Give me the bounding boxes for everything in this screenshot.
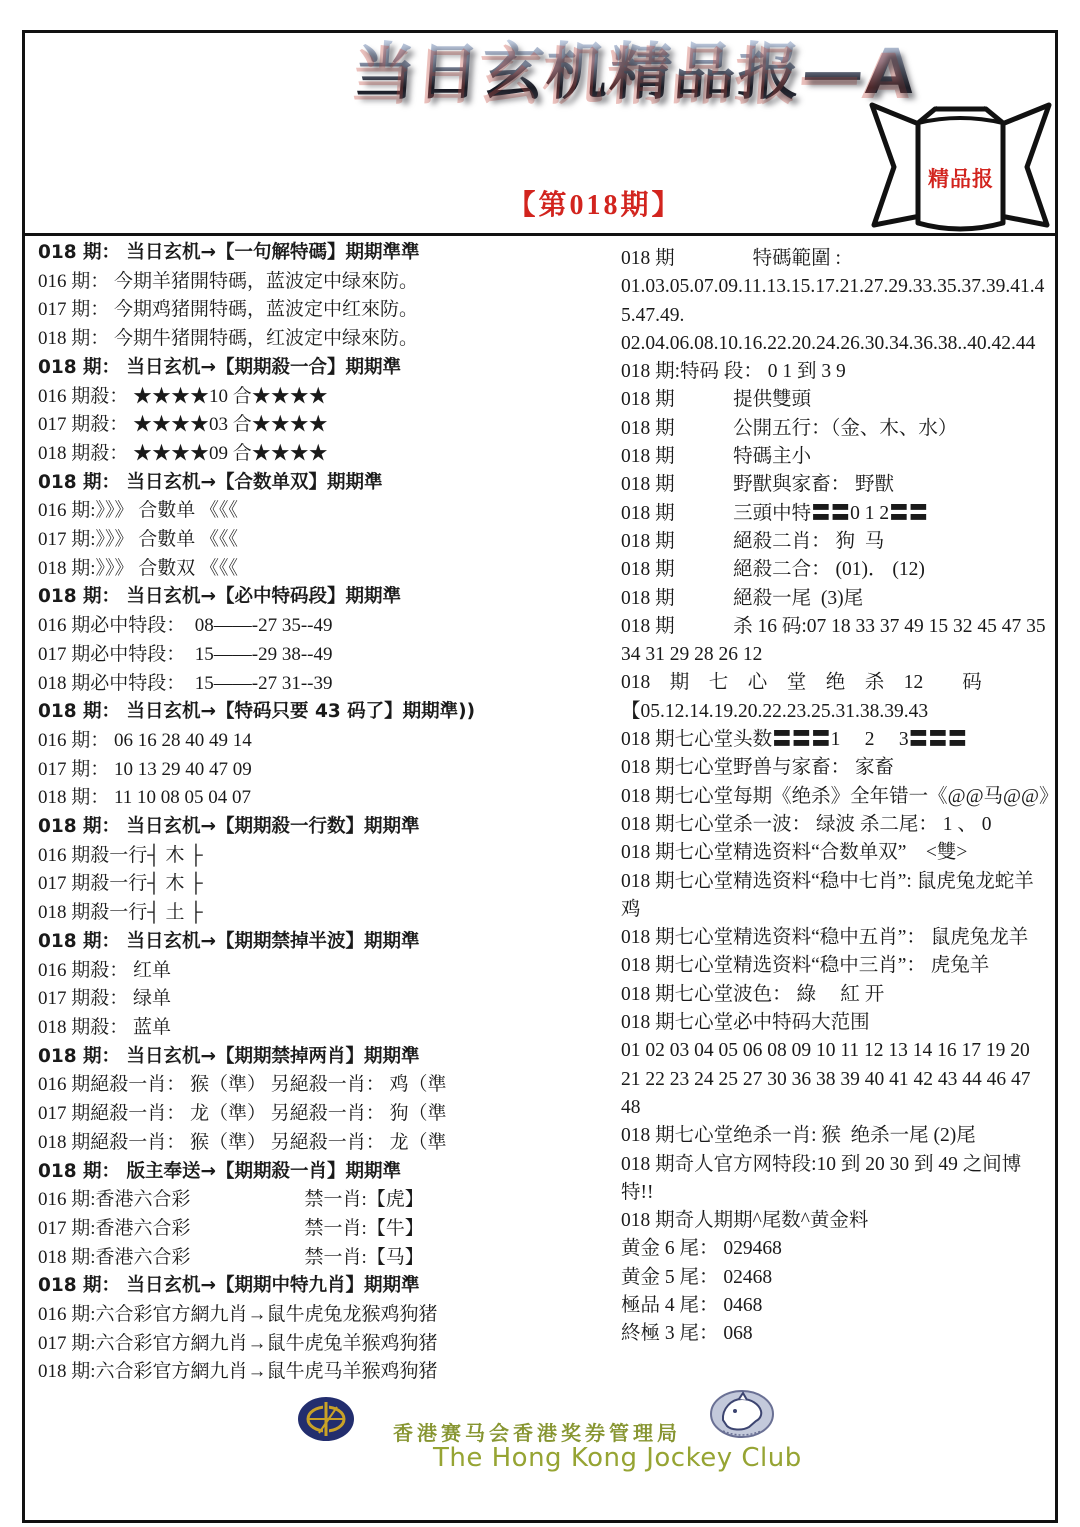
left-column-line: 018 期： 11 10 08 05 04 07 <box>38 787 252 809</box>
right-column-line: 終極 3 尾： 068 <box>621 1323 753 1345</box>
right-column-line: 018 期 特碼範圍 : <box>621 248 841 269</box>
left-column-line: 018 期:香港六合彩 禁一肖:【马】 <box>38 1246 424 1268</box>
right-column-line: 01.03.05.07.09.11.13.15.17.21.27.29.33.35.37.39.41.4 <box>621 276 1045 298</box>
right-column-line: 【05.12.14.19.20.22.23.25.31.38.39.43 <box>621 700 929 722</box>
left-column-line: 018 期殺： 蓝单 <box>38 1016 172 1038</box>
left-column-line: 017 期絕殺一肖： 龙（準） 另絕殺一肖： 狗（準 <box>38 1103 447 1125</box>
right-column-line: 018 期七心堂每期《绝杀》全年错一《@@马@@》 <box>621 785 1059 807</box>
right-column-line: 018 期奇人官方网特段:10 到 20 30 到 49 之间博 <box>621 1153 1022 1175</box>
right-column-line: 018 期七心堂精选资料“稳中三肖”： 虎兔羊 <box>621 955 990 977</box>
left-column-line: 018 期必中特段： 15——-27 31--39 <box>38 672 333 694</box>
left-column-line: 018 期： 当日玄机→【一句解特碼】期期準準 <box>38 242 420 263</box>
left-column-line: 018 期殺一行┤ 土 ├ <box>38 902 203 924</box>
left-column-line: 017 期必中特段： 15——-29 38--49 <box>38 643 333 665</box>
horse-head-logo <box>709 1389 775 1446</box>
left-column-line: 018 期:》》》 合數双 《《《 <box>38 557 239 579</box>
right-column-line: 48 <box>621 1096 641 1118</box>
right-column-line: 018 期七心堂野兽与家畜： 家畜 <box>621 757 895 779</box>
left-column-line: 018 期： 当日玄机→【期期殺一合】期期準 <box>38 356 402 378</box>
left-column-line: 016 期:香港六合彩 禁一肖:【虎】 <box>38 1189 424 1211</box>
right-column-line: 特!! <box>621 1181 654 1203</box>
left-column-line: 018 期： 当日玄机→【期期禁掉半波】期期準 <box>38 930 420 952</box>
right-column-line: 018 期 特碼主小 <box>621 446 812 468</box>
right-column-line: 018 期七心堂必中特码大范围 <box>621 1012 870 1034</box>
left-column-line: 018 期:六合彩官方網九肖→鼠牛虎马羊猴鸡狗猪 <box>38 1361 438 1383</box>
right-column-line: 018 期 絕殺二合： (01)． (12) <box>621 559 925 581</box>
issue-number: 【第018期】 <box>507 190 683 221</box>
left-column-line: 016 期必中特段： 08——-27 35--49 <box>38 615 333 637</box>
page-title: 当日玄机精品报—A <box>323 39 948 104</box>
right-column <box>621 245 1057 1349</box>
left-column-line: 018 期： 当日玄机→【必中特码段】期期準 <box>38 586 402 608</box>
right-column-line: 鸡 <box>621 898 641 920</box>
left-column-line: 018 期： 当日玄机→【期期禁掉两肖】期期準 <box>38 1045 420 1067</box>
right-column-line: 018 期 提供雙頭 <box>621 389 812 411</box>
left-column-line: 017 期:六合彩官方網九肖→鼠牛虎兔羊猴鸡狗猪 <box>38 1332 438 1354</box>
left-column-line: 016 期殺： ★★★★10 合★★★★ <box>38 385 328 407</box>
right-column-line: 018 期七心堂波色： 綠 紅 开 <box>621 983 885 1005</box>
header <box>25 33 1055 236</box>
left-column-line: 016 期殺： 红单 <box>38 959 172 981</box>
ribbon-badge <box>858 83 1063 235</box>
left-column-line: 018 期： 当日玄机→【合数单双】期期準 <box>38 471 383 493</box>
right-column-line: 018 期 絕殺二肖： 狗 马 <box>621 530 885 552</box>
left-column-line: 017 期殺： ★★★★03 合★★★★ <box>38 414 328 436</box>
footer-org-name-en: The Hong Kong Jockey Club <box>433 1443 802 1473</box>
left-column-line: 016 期： 今期羊猪開特碼，蓝波定中绿來防。 <box>38 270 419 292</box>
right-column-line: 018 期七心堂精选资料“合数单双” <雙> <box>621 842 968 864</box>
left-column-line: 016 期： 06 16 28 40 49 14 <box>38 729 252 751</box>
left-column-line: 016 期:六合彩官方網九肖→鼠牛虎兔龙猴鸡狗猪 <box>38 1304 438 1326</box>
left-column-line: 018 期： 当日玄机→【期期殺一行数】期期準 <box>38 816 420 838</box>
right-column-line: 21 22 23 24 25 27 30 36 38 39 40 41 42 43 44 46 47 <box>621 1068 1031 1090</box>
left-column-line: 017 期殺一行┤ 木 ├ <box>38 873 203 895</box>
right-column-line: 018 期 公開五行：（金、木、水） <box>621 417 958 439</box>
left-column-line: 018 期： 当日玄机→【期期中特九肖】期期準 <box>38 1275 420 1297</box>
left-column-line: 017 期:》》》 合數单 《《《 <box>38 529 239 551</box>
left-column-line: 018 期： 今期牛猪開特碼，红波定中绿來防。 <box>38 328 419 350</box>
left-column-line: 017 期： 10 13 29 40 47 09 <box>38 758 252 780</box>
right-column-line: 018 期 絕殺一尾 (3)尾 <box>621 587 864 609</box>
left-column-line: 016 期絕殺一肖： 猴（準） 另絕殺一肖： 鸡（準 <box>38 1074 447 1096</box>
jockey-club-emblem-logo <box>297 1395 355 1448</box>
left-column-line: 016 期:》》》 合數单 《《《 <box>38 500 239 522</box>
right-column-line: 極品 4 尾： 0468 <box>621 1294 763 1316</box>
left-column-line: 017 期:香港六合彩 禁一肖:【牛】 <box>38 1217 424 1239</box>
right-column-line: 018 期 野獸與家畜： 野獸 <box>621 474 895 496</box>
right-column-line: 018 期 七 心 堂 绝 杀 12 码 <box>621 672 982 694</box>
right-column-line: 5.47.49. <box>621 304 685 326</box>
right-column-line: 018 期七心堂头数〓〓〓1 2 3〓〓〓 <box>621 729 968 751</box>
left-column-line: 017 期： 今期鸡猪開特碼，蓝波定中红來防。 <box>38 299 419 321</box>
left-column-line: 017 期殺： 绿单 <box>38 988 172 1010</box>
right-column-line: 黄金 5 尾： 02468 <box>621 1266 773 1288</box>
left-column-line: 018 期： 当日玄机→【特码只要 43 码了】期期準)) <box>38 701 476 723</box>
right-column-line: 018 期 杀 16 码:07 18 33 37 49 15 32 45 47 35 <box>621 615 1046 637</box>
right-column-line: 018 期七心堂精选资料“稳中五肖”： 鼠虎兔龙羊 <box>621 927 1029 949</box>
right-column-line: 018 期:特码 段： 0 1 到 3 9 <box>621 361 846 383</box>
right-column-line: 018 期奇人期期^尾数^黄金料 <box>621 1210 869 1232</box>
right-column-line: 018 期七心堂绝杀一肖: 猴 绝杀一尾 (2)尾 <box>621 1125 976 1147</box>
left-column <box>38 239 613 1387</box>
right-column-line: 018 期 三頭中特〓〓0 1 2〓〓 <box>621 502 929 524</box>
ribbon-scroll-icon <box>858 83 1063 235</box>
left-column-line: 018 期殺： ★★★★09 合★★★★ <box>38 442 328 464</box>
left-column-line: 018 期： 版主奉送→【期期殺一肖】期期準 <box>38 1160 402 1182</box>
right-column-line: 01 02 03 04 05 06 08 09 10 11 12 13 14 16 17 19 20 <box>621 1040 1030 1062</box>
left-column-line: 016 期殺一行┤ 木 ├ <box>38 844 203 866</box>
right-column-line: 02.04.06.08.10.16.22.20.24.26.30.34.36.38..40.42.44 <box>621 332 1036 354</box>
right-column-line: 018 期七心堂杀一波： 绿波 杀二尾： 1 、 0 <box>621 813 992 835</box>
right-column-line: 黄金 6 尾： 029468 <box>621 1238 782 1260</box>
footer-org-name-cn: 香港赛马会香港奖券管理局 <box>393 1421 681 1445</box>
ribbon-label: 精品报 <box>928 167 994 191</box>
right-column-line: 34 31 29 28 26 12 <box>621 644 763 666</box>
left-column-line: 018 期絕殺一肖： 猴（準） 另絕殺一肖： 龙（準 <box>38 1131 447 1153</box>
page-frame <box>22 30 1058 1523</box>
right-column-line: 018 期七心堂精选资料“稳中七肖”: 鼠虎兔龙蛇羊 <box>621 870 1034 892</box>
